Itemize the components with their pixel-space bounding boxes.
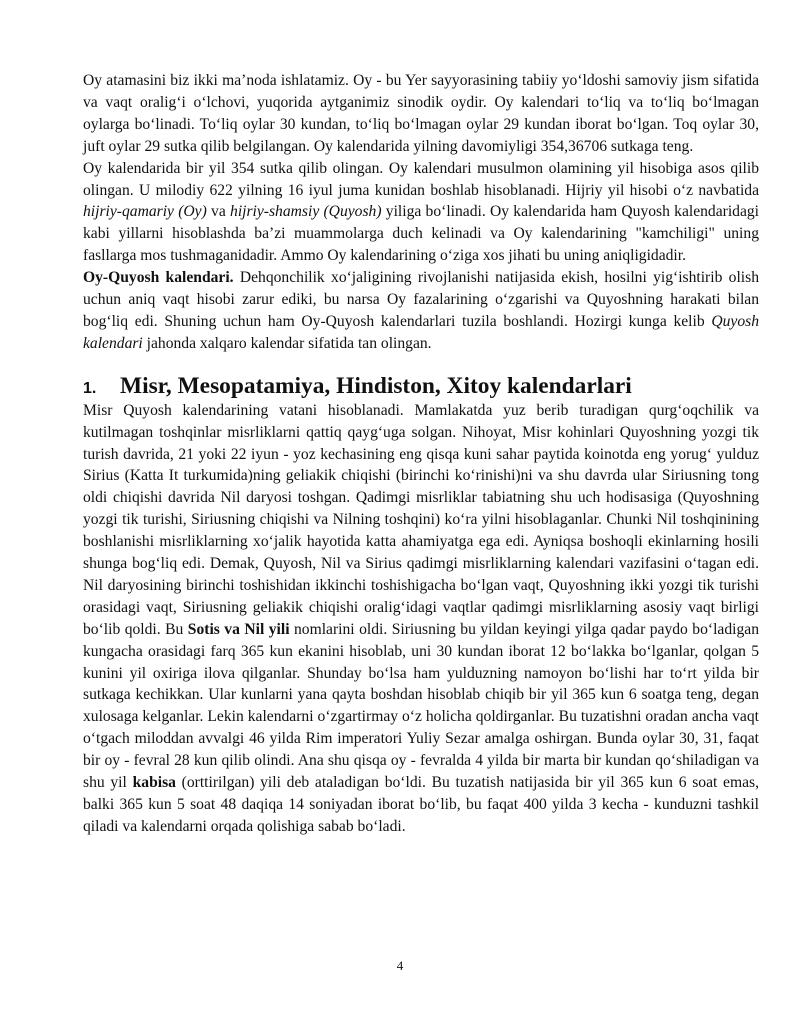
page-number: 4 — [396, 958, 404, 973]
paragraph-moon-calendar: Oy kalendarida bir yil 354 sutka qilib olingan. Oy kalendari musulmon olamining yil hisobiga asos qilib olingan. U milodiy 622 yilning 16 iyul juma kunidan boshlab hisoblanadi. Hijriy yil hisobi o‘z navbatida hijriy-qamariy (Oy) va hijriy-shamsiy (Quyosh) yiliga bo‘linadi. Oy kalendarida ham Quyosh kalendaridagi kabi yillarni hisoblashda ba’zi muammolarga duch kelinadi va Oy kalendarining "kamchiligi" uning fasllarga mos tushmaganidadir. Ammo Oy kalendarining o‘ziga xos jihati bu uning aniqligidadir. — [83, 159, 760, 265]
paragraph-lunisolar-calendar: Oy-Quyosh kalendari. Dehqonchilik xo‘jaligining rivojlanishi natijasida ekish, hosilni yig‘ishtirib olish uchun aniq vaqt hisobi zarur ediki, bu narsa Oy fazalarining o‘zgarishi va Quyoshning harakati bilan bog‘liq edi. Shuning uchun ham Oy-Quyosh kalendarlari tuzila boshlandi. Hozirgi kunga kelib Quyosh kalendari jahonda xalqaro kalendar sifatida tan olingan. — [83, 269, 759, 352]
term-lunisolar: Oy-Quyosh kalendari. — [83, 269, 234, 287]
section-number: 1. — [83, 379, 97, 397]
term-solar-calendar: Quyosh kalendari — [83, 312, 759, 352]
section-title: Misr, Mesopatamiya, Hindiston, Xitoy kalendarlari — [120, 372, 632, 399]
document-page — [83, 70, 759, 838]
section-heading — [83, 372, 759, 400]
term-kabisa: kabisa — [132, 774, 176, 792]
paragraph-egypt-calendar: Misr Quyosh kalendarining vatani hisoblanadi. Mamlakatda yuz berib turadigan qurg‘oqchilik va kutilmagan toshqinlar misrliklarni qattiq qayg‘uga solgan. Nihoyat, Misr kohinlari Quyoshning yozgi tik turish davrida, 21 yoki 22 iyun - yoz kechasining eng qisqa kuni sahar paytida koinotda eng yorug‘ yulduz Sirius (Katta It turkumida)ning geliakik chiqishi (birinchi ko‘rinishi)ni va shu davrda ular Siriusning tong oldi chiqishi davrida Nil daryosi toshgan. Qadimgi misrliklar tabiatning shu uch hodisasiga (Quyoshning yozgi tik turishi, Siriusning chiqishi va Nilning toshqini) ko‘ra yilni hisoblaganlar. Chunki Nil toshqinining boshlanishi misrliklarning xo‘jalik hayotida katta ahamiyatga ega edi. Ayniqsa boshoqli ekinlarning hosili shunga bog‘liq edi. Demak, Quyosh, Nil va Sirius qadimgi misrliklarning kalendari vazifasini o‘tagan edi. Nil daryosining birinchi toshishidan ikkinchi toshishigacha bo‘lgan vaqt, Quyoshning ikki yozgi tik turishi orasidagi vaqt, Siriusning geliakik chiqishi oralig‘idagi vaqtlar qadimgi misrliklarning asosiy vaqt birligi bo‘lib qoldi. Bu Sotis va Nil yili nomlarini oldi. Siriusning bu yildan keyingi yilga qadar paydo bo‘ladigan kungacha orasidagi farq 365 kun ekanini hisoblab, uni 30 kundan iborat 12 bo‘lakka bo‘lganlar, qolgan 5 kunini yil oxiriga ilova qilganlar. Shunday bo‘lsa ham yulduzning namoyon bo‘lishi har to‘rt yilda bir sutkaga kechikkan. Ular kunlarni yana qayta boshdan hisoblab chiqib bir yil 365 kun 6 soatga teng, degan xulosaga kelganlar. Lekin kalendarni o‘zgartirmay o‘z holicha qoldirganlar. Bu tuzatishni oradan ancha vaqt o‘tgach miloddan avvalgi 46 yilda Rim imperatori Yuliy Sezar amalga oshirgan. Bunda oylar 30, 31, faqat bir oy - fevral 28 kun qilib olindi. Ana shu qisqa oy - fevralda 4 yilda bir marta bir kundan qo‘shiladigan va shu yil kabisa (orttirilgan) yili deb ataladigan bo‘ldi. Bu tuzatish natijasida bir yil 365 kun 6 soat emas, balki 365 kun 5 soat 48 daqiqa 14 soniyadan iborat bo‘lib, bu faqat 400 yilda 3 kecha - kunduzni tashkil qiladi va kalendarni orqada qolishiga sabab bo‘ladi. — [83, 401, 759, 835]
term-hijri-qamari: hijriy-qamariy (Oy) — [83, 203, 207, 221]
term-hijri-shamsi: hijriy-shamsiy (Quyosh) — [230, 203, 382, 221]
paragraph-moon-meaning: Oy atamasini biz ikki ma’noda ishlatamiz. Oy - bu Yer sayyorasining tabiiy yo‘ldoshi samoviy jism sifatida va vaqt oralig‘i o‘lchovi, yuqorida aytganimiz sinodik oydir. Oy kalendari to‘liq va to‘liq bo‘lmagan oylarga bo‘linadi. To‘liq oylar 30 kundan, to‘liq bo‘lmagan oylar 29 kundan iborat bo‘lgan. Toq oylar 30, juft oylar 29 sutka qilib belgilangan. Oy kalendarida yilning davomiyligi 354,36706 sutkaga teng. — [83, 72, 759, 155]
term-sothis-nile-year: Sotis va Nil yili — [187, 620, 290, 638]
